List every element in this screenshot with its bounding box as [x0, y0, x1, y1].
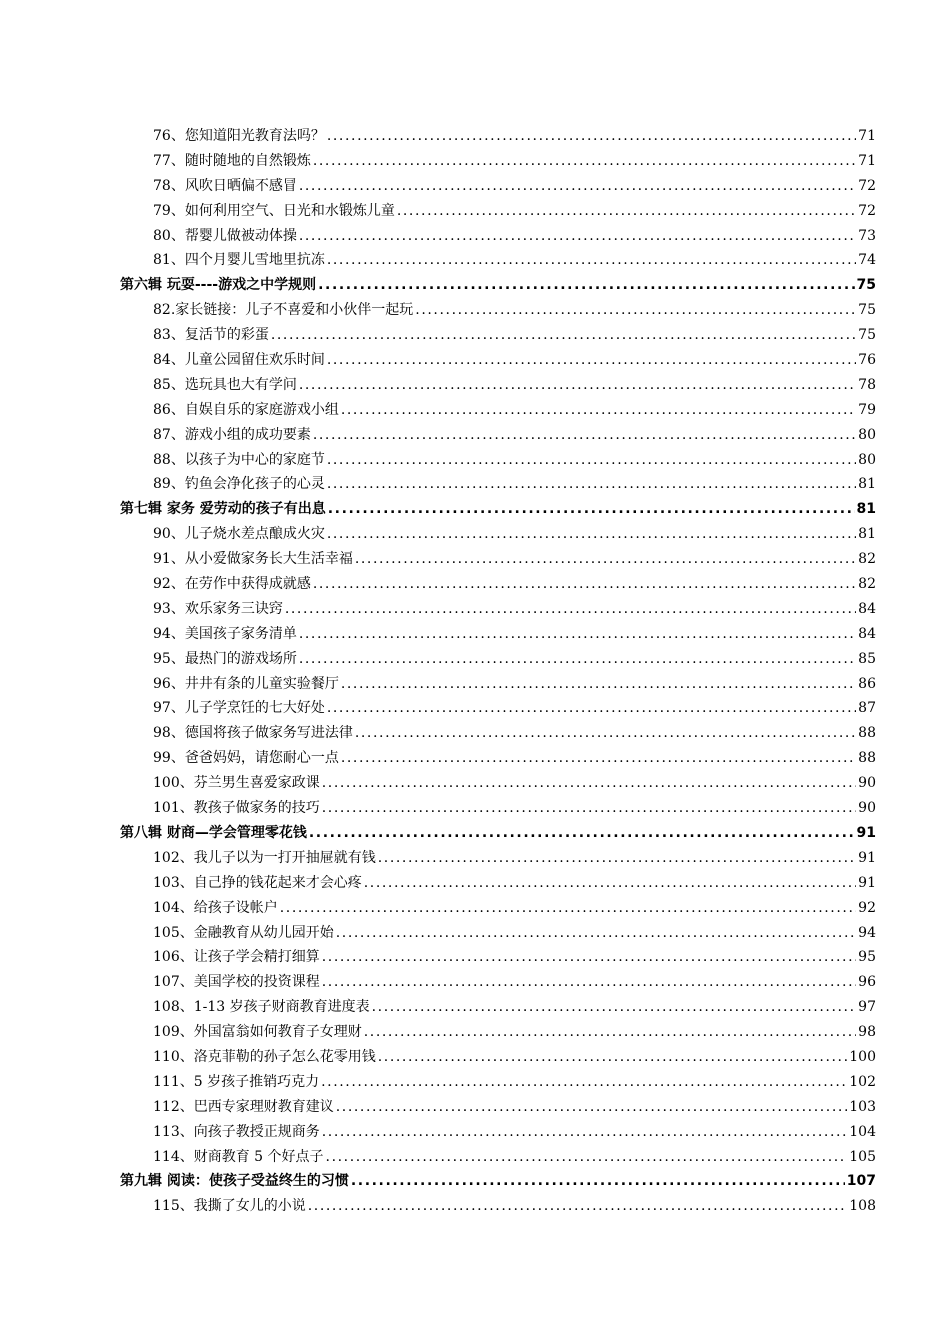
toc-entry[interactable]: [120, 1194, 876, 1219]
toc-entry-title: 113、向孩子教授正规商务: [153, 1123, 320, 1140]
toc-page-number: 88: [858, 725, 876, 742]
toc-entry-title: 第九辑 阅读：使孩子受益终生的习惯: [120, 1173, 349, 1190]
toc-entry-title: 84、儿童公园留住欢乐时间: [153, 352, 325, 369]
dot-leader: [364, 1020, 856, 1045]
toc-page-number: 81: [858, 526, 876, 543]
toc-entry-title: 87、游戏小组的成功要素: [153, 426, 311, 443]
toc-entry-title: 111、5 岁孩子推销巧克力: [153, 1073, 320, 1090]
toc-entry-title: 89、钓鱼会净化孩子的心灵: [153, 476, 325, 493]
dot-leader: [378, 1045, 848, 1070]
toc-page-number: 97: [858, 999, 876, 1016]
toc-page-number: 71: [858, 152, 876, 169]
toc-page-number: 94: [858, 924, 876, 941]
toc-entry[interactable]: [120, 423, 876, 448]
toc-entry-title: 78、风吹日晒偏不感冒: [153, 177, 297, 194]
dot-leader: [327, 348, 856, 373]
toc-entry-title: 92、在劳作中获得成就感: [153, 576, 311, 593]
toc-entry-title: 88、以孩子为中心的家庭节: [153, 451, 325, 468]
toc-entry-title: 98、德国将孩子做家务写进法律: [153, 725, 353, 742]
toc-entry[interactable]: [120, 696, 876, 721]
dot-leader: [415, 298, 856, 323]
dot-leader: [327, 248, 856, 273]
toc-entry[interactable]: [120, 298, 876, 323]
toc-page-number: 87: [858, 700, 876, 717]
toc-page-number: 71: [858, 128, 876, 144]
toc-entry-title: 95、最热门的游戏场所: [153, 650, 297, 667]
toc-entry[interactable]: [120, 199, 876, 224]
toc-page-number: 107: [846, 1173, 876, 1190]
toc-page-number: 86: [858, 675, 876, 692]
toc-page-number: 75: [856, 277, 876, 294]
toc-page-number: 82: [858, 551, 876, 568]
toc-entry[interactable]: [120, 771, 876, 796]
toc-page-number: 91: [858, 849, 876, 866]
toc-entry-title: 107、美国学校的投资课程: [153, 974, 320, 991]
toc-entry-title: 101、教孩子做家务的技巧: [153, 800, 320, 817]
toc-entry[interactable]: [120, 149, 876, 174]
dot-leader: [313, 149, 856, 174]
toc-entry[interactable]: [120, 448, 876, 473]
toc-page-number: 84: [858, 600, 876, 617]
toc-entry[interactable]: [120, 174, 876, 199]
toc-page-number: 80: [858, 451, 876, 468]
toc-entry-title: 106、让孩子学会精打细算: [153, 949, 320, 966]
toc-entry[interactable]: [120, 248, 876, 273]
toc-entry-title: 90、儿子烧水差点酿成火灾: [153, 526, 325, 543]
toc-entry-title: 83、复活节的彩蛋: [153, 327, 269, 344]
toc-page-number: 75: [858, 302, 876, 319]
toc-page-number: 84: [858, 625, 876, 642]
toc-page-number: 95: [858, 949, 876, 966]
toc-entry[interactable]: [120, 871, 876, 896]
toc-entry-title: 91、从小爱做家务长大生活幸福: [153, 551, 353, 568]
toc-entry[interactable]: [120, 1095, 876, 1120]
dot-leader: [322, 796, 856, 821]
dot-leader: [313, 423, 856, 448]
toc-entry[interactable]: [120, 746, 876, 771]
dot-leader: [341, 672, 856, 697]
toc-page-number: 91: [858, 874, 876, 891]
toc-entry-title: 105、金融教育从幼儿园开始: [153, 924, 334, 941]
toc-page-number: 108: [849, 1198, 876, 1215]
dot-leader: [341, 746, 856, 771]
dot-leader: [327, 124, 856, 149]
toc-entry-title: 99、爸爸妈妈，请您耐心一点: [153, 750, 339, 767]
toc-page-number: 76: [858, 352, 876, 369]
toc-entry[interactable]: [120, 896, 876, 921]
toc-entry-title: 第六辑 玩耍----游戏之中学规则: [120, 277, 317, 294]
toc-entry-title: 97、儿子学烹饪的七大好处: [153, 700, 325, 717]
toc-page-number: 90: [858, 775, 876, 792]
toc-entry[interactable]: [120, 124, 876, 149]
dot-leader: [322, 945, 856, 970]
dot-leader: [299, 373, 856, 398]
dot-leader: [322, 771, 856, 796]
toc-entry-title: 93、欢乐家务三诀窍: [153, 600, 283, 617]
toc-entry-title: 114、财商教育 5 个好点子: [153, 1148, 324, 1165]
toc-page-number: 105: [849, 1148, 876, 1165]
toc-page-number: 90: [858, 800, 876, 817]
toc-entry-title: 102、我儿子以为一打开抽屉就有钱: [153, 849, 376, 866]
toc-page-number: 72: [858, 202, 876, 219]
toc-page-number: 88: [858, 750, 876, 767]
toc-chapter-heading[interactable]: [120, 273, 876, 298]
dot-leader: [313, 572, 856, 597]
toc-entry[interactable]: [120, 672, 876, 697]
dot-leader: [328, 497, 855, 522]
dot-leader: [322, 970, 856, 995]
dot-leader: [299, 622, 856, 647]
toc-page-number: 78: [858, 376, 876, 393]
toc-page-number: 81: [856, 501, 876, 518]
toc-entry[interactable]: [120, 398, 876, 423]
toc-page-number: 91: [856, 824, 876, 841]
toc-entry[interactable]: [120, 572, 876, 597]
toc-entry-title: 94、美国孩子家务清单: [153, 625, 297, 642]
toc-entry-title: 103、自己挣的钱花起来才会心疼: [153, 874, 362, 891]
toc-entry-title: 77、随时随地的自然锻炼: [153, 152, 311, 169]
toc-entry-title: 76、您知道阳光教育法吗？: [153, 128, 325, 144]
toc-entry[interactable]: [120, 472, 876, 497]
dot-leader: [351, 1169, 845, 1194]
toc-entry[interactable]: [120, 846, 876, 871]
toc-page-number: 81: [858, 476, 876, 493]
toc-entry-title: 85、选玩具也大有学问: [153, 376, 297, 393]
dot-leader: [321, 1070, 847, 1095]
dot-leader: [327, 472, 856, 497]
toc-entry[interactable]: [120, 622, 876, 647]
toc-page-number: 102: [849, 1073, 876, 1090]
toc-entry[interactable]: [120, 995, 876, 1020]
toc-chapter-heading[interactable]: [120, 1169, 876, 1194]
toc-page-number: 104: [849, 1123, 876, 1140]
dot-leader: [271, 323, 856, 348]
toc-page-number: 72: [858, 177, 876, 194]
toc-entry-title: 110、洛克菲勒的孙子怎么花零用钱: [153, 1048, 376, 1065]
toc-entry-title: 79、如何利用空气、日光和水锻炼儿童: [153, 202, 395, 219]
toc-entry[interactable]: [120, 1045, 876, 1070]
dot-leader: [372, 995, 857, 1020]
dot-leader: [322, 1120, 848, 1145]
toc-page-number: 75: [858, 327, 876, 344]
toc-entry[interactable]: [120, 547, 876, 572]
toc-page-number: 80: [858, 426, 876, 443]
dot-leader: [299, 647, 856, 672]
toc-page-number: 73: [858, 227, 876, 244]
toc-entry[interactable]: [120, 323, 876, 348]
toc-entry-title: 112、巴西专家理财教育建议: [153, 1098, 334, 1115]
dot-leader: [299, 224, 856, 249]
toc-page-number: 100: [849, 1048, 876, 1065]
toc-entry-title: 100、芬兰男生喜爱家政课: [153, 775, 320, 792]
dot-leader: [336, 1095, 848, 1120]
dot-leader: [318, 273, 854, 298]
toc-entry[interactable]: [120, 721, 876, 746]
dot-leader: [355, 547, 856, 572]
toc-entry[interactable]: [120, 522, 876, 547]
dot-leader: [355, 721, 856, 746]
toc-page-number: 98: [858, 1024, 876, 1041]
dot-leader: [364, 871, 856, 896]
toc-page-number: 85: [858, 650, 876, 667]
toc-page-number: 92: [858, 899, 876, 916]
toc-entry-title: 96、井井有条的儿童实验餐厅: [153, 675, 339, 692]
toc-page-number: 74: [858, 252, 876, 269]
dot-leader: [336, 921, 856, 946]
toc-entry[interactable]: [120, 597, 876, 622]
toc-page-number: 79: [858, 401, 876, 418]
toc-entry-title: 104、给孩子设帐户: [153, 899, 278, 916]
dot-leader: [341, 398, 856, 423]
dot-leader: [285, 597, 856, 622]
toc-entry-title: 86、自娱自乐的家庭游戏小组: [153, 401, 339, 418]
toc-entry[interactable]: [120, 1120, 876, 1145]
toc-page-number: 103: [849, 1098, 876, 1115]
toc-entry-title: 81、四个月婴儿雪地里抗冻: [153, 252, 325, 269]
dot-leader: [327, 522, 856, 547]
dot-leader: [327, 448, 856, 473]
dot-leader: [378, 846, 856, 871]
toc-entry-title: 82.家长链接：儿子不喜爱和小伙伴一起玩: [153, 302, 414, 319]
dot-leader: [299, 174, 856, 199]
toc-entry[interactable]: [120, 1145, 876, 1170]
dot-leader: [308, 1194, 848, 1219]
toc-entry[interactable]: [120, 647, 876, 672]
table-of-contents: [120, 124, 876, 1219]
toc-entry[interactable]: [120, 970, 876, 995]
toc-entry-title: 108、1-13 岁孩子财商教育进度表: [153, 999, 370, 1016]
toc-entry-title: 109、外国富翁如何教育子女理财: [153, 1024, 362, 1041]
toc-entry-title: 80、帮婴儿做被动体操: [153, 227, 297, 244]
toc-entry[interactable]: [120, 945, 876, 970]
toc-entry[interactable]: [120, 373, 876, 398]
dot-leader: [327, 696, 856, 721]
toc-entry-title: 115、我撕了女儿的小说: [153, 1198, 306, 1215]
dot-leader: [309, 821, 855, 846]
toc-page-number: 96: [858, 974, 876, 991]
dot-leader: [397, 199, 856, 224]
toc-entry-title: 第七辑 家务 爱劳动的孩子有出息: [120, 501, 326, 518]
dot-leader: [326, 1145, 848, 1170]
toc-entry[interactable]: [120, 1070, 876, 1095]
toc-entry[interactable]: [120, 224, 876, 249]
toc-entry[interactable]: [120, 1020, 876, 1045]
toc-page-number: 82: [858, 576, 876, 593]
toc-entry-title: 第八辑 财商—学会管理零花钱: [120, 824, 307, 841]
dot-leader: [280, 896, 856, 921]
toc-chapter-heading[interactable]: [120, 497, 876, 522]
toc-entry[interactable]: [120, 921, 876, 946]
toc-entry[interactable]: [120, 796, 876, 821]
toc-entry[interactable]: [120, 348, 876, 373]
toc-chapter-heading[interactable]: [120, 821, 876, 846]
